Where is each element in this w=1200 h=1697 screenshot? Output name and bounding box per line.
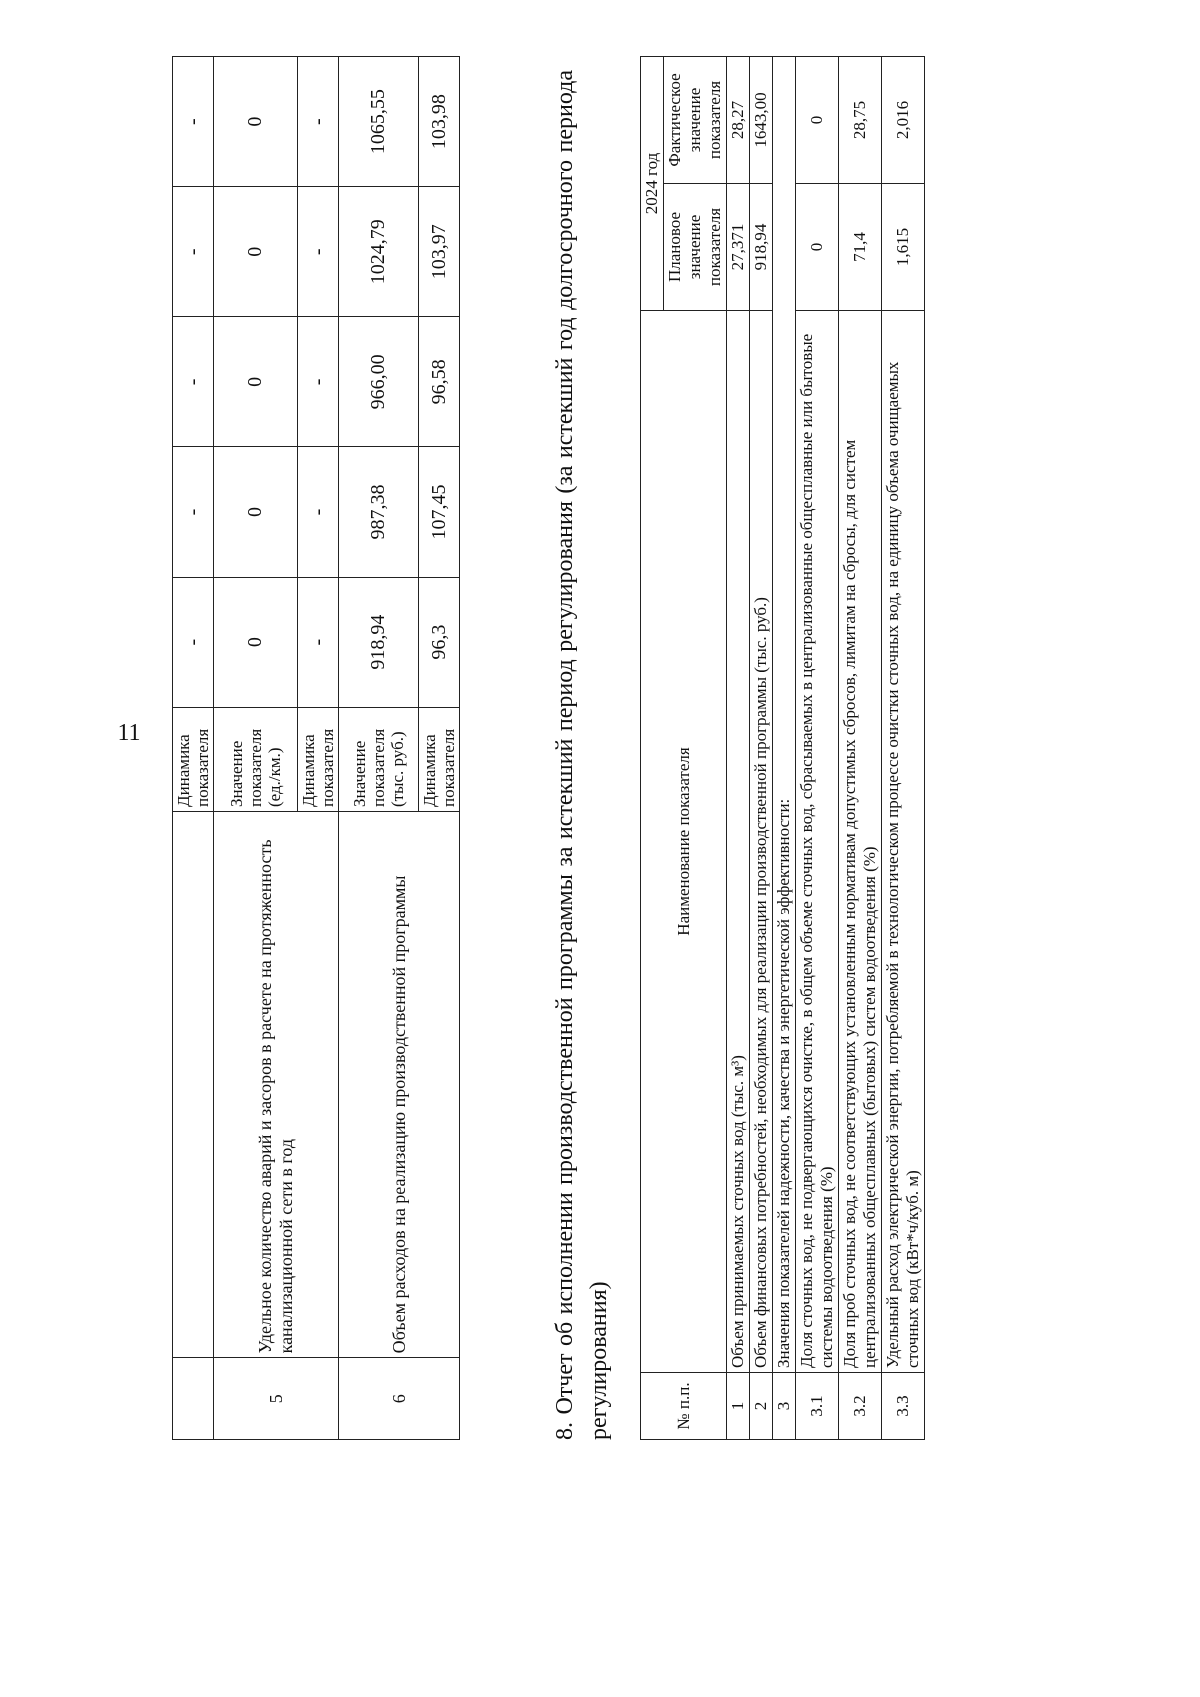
table-row	[882, 57, 925, 1440]
value-cell: 107,45	[419, 447, 460, 577]
value-cell: 0	[214, 57, 298, 187]
table-row	[796, 57, 839, 1440]
indicator-name: Объем расходов на реализацию производственной программы	[339, 812, 460, 1358]
row-number: 1	[727, 1373, 750, 1440]
header-num: № п.п.	[641, 1373, 727, 1440]
value-cell: 103,98	[419, 57, 460, 187]
indicator-label: Значение показателя (ед./км.)	[214, 707, 298, 811]
value-cell: -	[173, 317, 214, 447]
value-cell: 1065,55	[339, 57, 419, 187]
row-number: 3.2	[839, 1373, 882, 1440]
row-number	[173, 1358, 214, 1440]
value-cell: -	[298, 57, 339, 187]
fact-value: 2,016	[882, 57, 925, 184]
header-year: 2024 год	[641, 57, 664, 311]
value-cell: 0	[214, 317, 298, 447]
value-cell: -	[173, 447, 214, 577]
table-row	[773, 57, 796, 1440]
indicator-name: Объем финансовых потребностей, необходимых для реализации производственной программы (тыс. руб.)	[750, 311, 773, 1373]
section-8-heading: 8. Отчет об исполнении производственной программы за истекший период регулирования (за истекший год долгосрочного периода регулирования)	[552, 70, 612, 1440]
value-cell: 0	[214, 447, 298, 577]
indicator-label: Значение показателя (тыс. руб.)	[339, 707, 419, 811]
value-cell: 1024,79	[339, 187, 419, 317]
value-cell: -	[298, 187, 339, 317]
table-row	[750, 57, 773, 1440]
value-cell: -	[173, 57, 214, 187]
table-header-row	[641, 57, 664, 1440]
indicator-name: Удельное количество аварий и засоров в расчете на протяженность канализационной сети в год	[214, 812, 339, 1358]
value-cell: 987,38	[339, 447, 419, 577]
row-number: 3	[773, 1373, 796, 1440]
program-execution-report-table	[640, 56, 925, 1440]
value-cell: 103,97	[419, 187, 460, 317]
value-cell: 0	[214, 187, 298, 317]
value-cell: -	[173, 187, 214, 317]
header-plan: Плановое значение показателя	[664, 184, 727, 311]
table-row	[839, 57, 882, 1440]
indicator-name	[173, 812, 214, 1358]
fact-value: 28,75	[839, 57, 882, 184]
row-number: 3.3	[882, 1373, 925, 1440]
plan-value: 918,94	[750, 184, 773, 311]
page-number: 11	[117, 720, 141, 746]
value-cell: 918,94	[339, 577, 419, 707]
indicator-label: Динамика показателя	[298, 707, 339, 811]
plan-value: 0	[796, 184, 839, 311]
value-cell: 966,00	[339, 317, 419, 447]
indicator-name: Объем принимаемых сточных вод (тыс. м³)	[727, 311, 750, 1373]
header-name: Наименование показателя	[641, 311, 727, 1373]
indicator-name: Доля сточных вод, не подвергающихся очистке, в общем объеме сточных вод, сбрасываемых в централизованные общесплавные или бытовые системы водоотведения (%)	[796, 311, 839, 1373]
plan-value: 1,615	[882, 184, 925, 311]
row-number: 6	[339, 1358, 460, 1440]
row-number: 2	[750, 1373, 773, 1440]
value-cell: -	[298, 317, 339, 447]
value-cell: -	[298, 577, 339, 707]
header-fact: Фактическое значение показателя	[664, 57, 727, 184]
table-row	[339, 57, 419, 1440]
table-row	[727, 57, 750, 1440]
value-cell: -	[173, 577, 214, 707]
indicator-name: Удельный расход электрической энергии, потребляемой в технологическом процессе очистки сточных вод, на единицу объема очищаемых сточных вод (кВт*ч/куб. м)	[882, 311, 925, 1373]
row-number: 3.1	[796, 1373, 839, 1440]
fact-value: 0	[796, 57, 839, 184]
row-number: 5	[214, 1358, 339, 1440]
value-cell: -	[298, 447, 339, 577]
table-row	[173, 57, 214, 1440]
plan-value: 27,371	[727, 184, 750, 311]
value-cell: 0	[214, 577, 298, 707]
indicator-label: Динамика показателя	[173, 707, 214, 811]
indicator-group-name: Значения показателей надежности, качества и энергетической эффективности:	[773, 57, 796, 1373]
indicator-label: Динамика показателя	[419, 707, 460, 811]
fact-value: 1643,00	[750, 57, 773, 184]
table-row	[214, 57, 298, 1440]
indicators-table-continued	[172, 56, 460, 1440]
value-cell: 96,3	[419, 577, 460, 707]
fact-value: 28,27	[727, 57, 750, 184]
value-cell: 96,58	[419, 317, 460, 447]
indicator-name: Доля проб сточных вод, не соответствующих установленным нормативам допустимых сбросов, лимитам на сбросы, для систем централизованных общесплавных (бытовых) систем водоотведения (%)	[839, 311, 882, 1373]
plan-value: 71,4	[839, 184, 882, 311]
